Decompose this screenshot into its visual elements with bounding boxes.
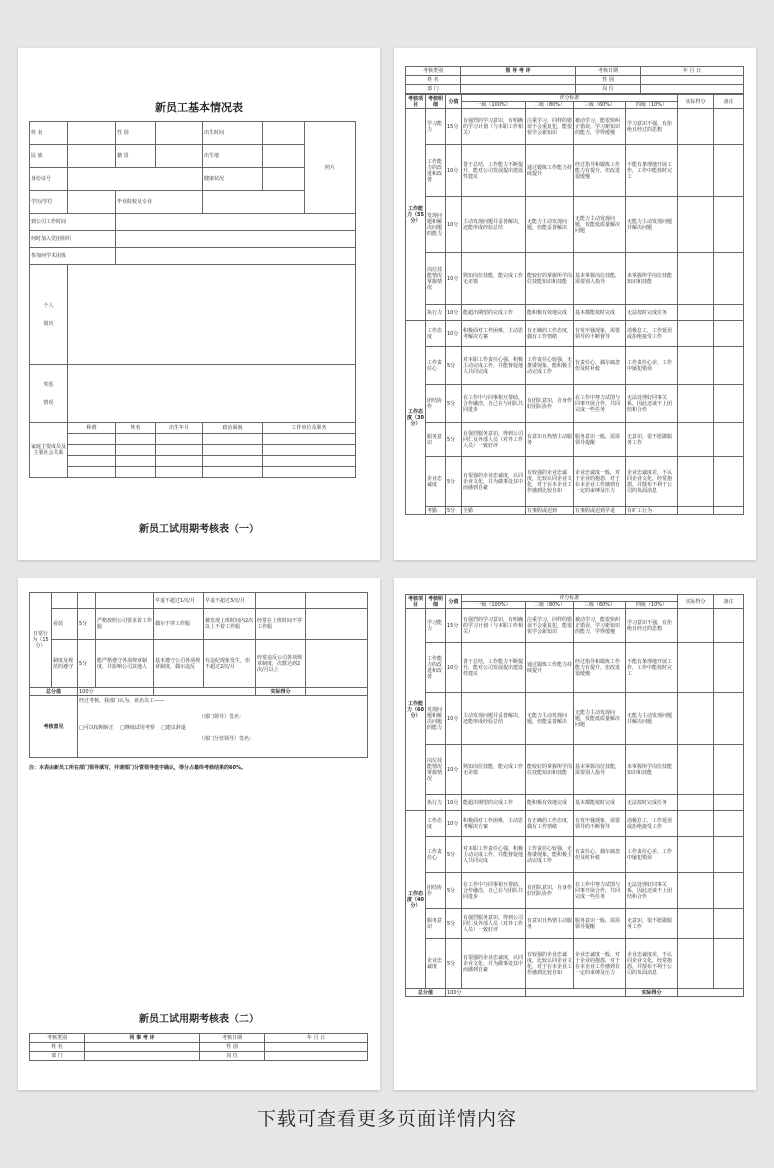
label-school: 毕业院校及专业	[116, 191, 203, 214]
col-standard: 评分标准	[462, 95, 678, 102]
col-item: 考核项目	[406, 595, 426, 609]
col-level: 二级（80%）	[526, 602, 574, 609]
col-standard: 评分标准	[462, 595, 678, 602]
col-remark: 备注	[714, 95, 744, 109]
table-row: 企业忠诚度 5分 有很强的企业忠诚度，认同企业文化，并为做事处其中而感到自豪 有较强的企业忠诚度，比较认同企业文化，对于在本企业工作感到比较自如 企业忠诚度一般，对于企业的抱怨，对于在本企业工作感到有一定的束缚及压力 企业忠诚度差，不认同企业文化，经常抱怨，并散布不利于公司的负面消息	[406, 939, 744, 989]
label-name: 姓 名	[30, 122, 68, 145]
opinion-box: 经过考核，我部门认为，该名员工—— （部门领导）签名： □可以按期转正 □继续试用考察 □建议辞退 （部门分管领导）签名：	[78, 696, 368, 758]
table-row: 工作能力的改进和改善 10分 善于总结，工作能力不断提升，能对公司发展提出建设性建议 通过锻炼工作能力持续提升 经过指导和锻炼工作能力有提升，但改进很缓慢 不能有条理地开展工作，工作中能按时完工	[406, 145, 744, 197]
review-score-table	[405, 94, 744, 515]
table-row: 执行力 10分 能超出期望的完成工作 能积极有效地完成 基本都能按时完成 无法按时完成任务	[406, 795, 744, 811]
review-header-table: 考核类别 领 导 考 评 考核日期 年 月 日 姓 名 性 别 部 门 岗 位	[405, 66, 744, 94]
col-level: 一级（100%）	[462, 102, 526, 109]
label-party: 何时加入党团组织	[30, 231, 116, 248]
col-level: 二级（80%）	[526, 102, 574, 109]
section-label: 工作态度（30分）	[406, 321, 426, 515]
col-level: 三级（60%）	[574, 602, 626, 609]
table-row: 岗位技能情况掌握情况 10分 熟知岗位技能，能完成工作无差错 能较好的掌握所学岗位技能知识和技能 基本掌握岗位技能，需要别人指导 未掌握所学岗位技能知识和技能	[406, 745, 744, 795]
table-row: 工作责任心 5分 对本职工作责任心强，积极主动完成工作，并能督促他人共同完成 工作责任心较强，无推诿现象，能积极主动完成工作 有责任心，偶尔疏忽但及时补救 工作责任心差，工作中屡犯错误	[406, 347, 744, 385]
label-birth: 出生时间	[203, 122, 263, 145]
section-label: 工作态度（40分）	[406, 811, 426, 989]
basic-info-table: 姓 名 性 别 出生时间 照片 民 族 籍 贯 出生地 身份证号 健康状况 学历/学位 毕业院校及专业 到公司工作时间 何时加入党团组织 参加何学术团体 个人 简历 奖惩 情况 家庭主要成员及主要社会关系 称谓 姓名 出生年月 政治面貌 工作单位及职务	[29, 121, 356, 478]
label-health: 健康状况	[203, 168, 263, 191]
table-row: 工作责任心 5分 对本职工作责任心强，积极主动完成工作，并能督促他人共同完成 工作责任心较强，无推诿现象，能积极主动完成工作 有责任心，偶尔疏忽但及时补救 工作责任心差，工作中屡犯错误	[406, 837, 744, 873]
col-detail: 考核明细	[426, 95, 446, 109]
label-id: 身份证号	[30, 168, 68, 191]
label-education: 学历/学位	[30, 191, 68, 214]
table-row: 服务意识 5分 有强烈服务意识，得到公司同仁及外部人员（对外工作人员）一致好评 有意识且热情主动服务 服务意识一般，需需领导提醒 无意识，很不愿做服务工作	[406, 909, 744, 939]
col-actual: 实际得分	[678, 595, 714, 609]
next-title-2: 新员工试用期考核表（二）	[139, 1014, 259, 1025]
label-family: 家庭主要成员及主要社会关系	[30, 423, 68, 478]
opinion-label: 考核意见	[30, 696, 78, 758]
label-academic: 参加何学术团体	[30, 248, 116, 265]
label-origin: 籍 贯	[116, 145, 156, 168]
col-level: 四级（10%）	[626, 602, 678, 609]
col-remark: 备注	[714, 595, 744, 609]
page-leader-review	[394, 48, 756, 560]
download-more-text[interactable]: 下载可查看更多页面详情内容	[256, 1108, 517, 1130]
note: 注：本表由新员工所在部门领导填写，并请部门分管领导签字确认，得分占最终考核结果的60%。	[29, 765, 246, 771]
section-label: 工作能力（55分）	[406, 109, 426, 321]
col-actual: 实际得分	[678, 95, 714, 109]
daily-behavior-label: 日常行为（15分）	[30, 593, 52, 688]
page-review-part2	[18, 578, 380, 1090]
table-row: 考勤 5分 全勤 有事假或迟到 有事假或迟到早退 有旷工行为	[406, 507, 744, 515]
table-row: 团结协作 5分 在工作中与同事相互帮助，合作融洽，自己在与团队共同进步 有团队意识，自身作好团队协作 在工作中努力试图与同事开展合作，共同完成一些任务 无法处理好同事关系，因此还谈不上团结和合作	[406, 873, 744, 909]
table-row: 工作态度（40分） 工作态度 10分 积极面对工作困难，主动思考解决方案 有正确的工作态度，偶有工作情绪 有发牢骚现象，需要领导的不断督导 消极怠工，工作延误或拒绝接受工作	[406, 811, 744, 837]
table-row: 工作能力（60分） 学习能力 15分 有强烈的学习意识，有明确的学习计划（与本职工作相关） 注重学习，同样的错误不会重复犯，能很快学会新知识 被动学习，能很快纠正错误，学习新知识的能力，学得缓慢 学习意识不强，有拒绝且经过的思想	[406, 609, 744, 643]
peer-score-table: 考核项目 考核明细 分值 评分标准 实际得分 备注 一级（100%） 二级（80%） 三级（60%） 四级（10%） 工作能力（60分） 学习能力 15分 有强烈的学习意识，有明确的学习计划（与本职工作相关） 注重学习，同样的错误不会重复犯，能很快学会新知识 被动学习，能很快纠正错误，学习新知识的能力，学得缓慢 学习意识不强，有拒绝且经过的思想 工作能力的改进和改善 10分 善于总结，工作能力不断提升，能对公司发展提出建设性建议 通过锻炼工作能力持续提升 经过指导和锻炼工作能力有提升，但改进很缓慢 不能有条理地开展工作，工作中能按时完工 发现问题和解决问题的能力 10分 主动发现问题并妥善解决，还能形成经验总结 无能力主动发现问题，但能妥善解决 无能力主动发现问题，仅能低质量解决问题 无能力主动发现问题并解决问题 岗位技能情况掌握情况 10分 熟知岗位技能，能完成工作无差错 能较好的掌握所学岗位技能知识和技能 基本掌握岗位技能，需要别人指导 未掌握所学岗位技能知识和技能 执行力 10分 能超出期望的完成工作 能积极有效地完成 基本都能按时完成 无法按时完成任务 工作态度（40分） 工作态度 10分 积极面对工作困难，主动思考解决方案 有正确的工作态度，偶有工作情绪 有发牢骚现象，需要领导的不断督导 消极怠工，工作延误或拒绝接受工作 工作责任心 5分 对本职工作责任心强，积极主动完成工作，并能督促他人共同完成 工作责任心较强，无推诿现象，能积极主动完成工作 有责任心，偶尔疏忽但及时补救 工作责任心差，工作中屡犯错误 团结协作 5分 在工作中与同事相互帮助，合作融洽，自己在与团队共同进步 有团队意识，自身作好团队协作 在工作中努力试图与同事开展合作，共同完成一些任务 无法处理好同事关系，因此还谈不上团结和合作 服务意识 5分 有强烈服务意识，得到公司同仁及外部人员（对外工作人员）一致好评 有意识且热情主动服务 服务意识一般，需需领导提醒 无意识，很不愿做服务工作 企业忠诚度 5分 有很强的企业忠诚度，认同企业文化，并为做事处其中而感到自豪 有较强的企业忠诚度，比较认同企业文化，对于在本企业工作感到比较自如 企业忠诚度一般，对于企业的抱怨，对于在本企业工作感到有一定的束缚及压力 企业忠诚度差，不认同企业文化，经常抱怨，并散布不利于公司的负面消息 总分值 100分 实际得分	[405, 594, 744, 997]
review-type: 领 导 考 评	[461, 67, 576, 76]
table-row: 岗位技能情况掌握情况 10分 熟知岗位技能，能完成工作无差错 能较好的掌握所学岗位技能知识和技能 基本掌握岗位技能，需要别人指导 未掌握所学岗位技能知识和技能	[406, 253, 744, 305]
table-row: 工作态度（30分） 工作态度 10分 积极面对工作困难，主动思考解决方案 有正确的工作态度，偶有工作情绪 有发牢骚现象，需要领导的不断督导 消极怠工，工作延误或拒绝接受工作	[406, 321, 744, 347]
label-reward: 奖惩 情况	[30, 365, 68, 423]
page-peer-review	[394, 578, 756, 1090]
section-label: 工作能力（60分）	[406, 609, 426, 811]
table-row: 工作能力的改进和改善 10分 善于总结，工作能力不断提升，能对公司发展提出建设性建议 通过锻炼工作能力持续提升 经过指导和锻炼工作能力有提升，但改进很缓慢 不能有条理地开展工作，工作中能按时完工	[406, 643, 744, 693]
table-row: 团结协作 5分 在工作中与同事相互帮助，合作融洽，自己在与团队共同进步 有团队意识，自身作好团队协作 在工作中努力试图与同事开展合作，共同完成一些任务 无法处理好同事关系，因此还谈不上团结和合作	[406, 385, 744, 423]
table-row: 服务意识 5分 有强烈服务意识，得到公司同仁及外部人员（对外工作人员）一致好评 有意识且热情主动服务 服务意识一般，需需领导提醒 无意识，很不愿做服务工作	[406, 423, 744, 457]
col-score: 分值	[446, 595, 462, 609]
daily-behavior-table: 日常行为（15分） 早退不超过1次/月 早退不超过3次/月 看装 5分 严格按照公司要求着工作服 偶尔不穿工作服 被发现上班时间内2次以上不着工作服 经常在上班时间不穿工作服 制度及规范的遵守 5分 能严格遵守各项规章制度，并影响公司其他人 基本遵守公司各项规章制度，偶尔违反 有违纪现象发生，但不超过2次/月 经常违反公司各项规章制度，次数达到2次/月以上 总分值 100分 实际得分 考核意见 经过考核，我部门认为，该名员工—— （部门领导）签名： □可以按期转正 □继续试用考察 □建议辞退 （部门分管领导）签名：	[29, 592, 368, 758]
table-row: 执行力 10分 能超出期望的完成工作 能积极有效地完成 基本都能按时完成 无法按时完成任务	[406, 305, 744, 321]
next-title: 新员工试用期考核表（一）	[139, 524, 259, 535]
col-level: 一级（100%）	[462, 602, 526, 609]
label-join-date: 到公司工作时间	[30, 214, 116, 231]
col-detail: 考核明细	[426, 595, 446, 609]
peer-review-type: 同 事 考 评	[85, 1034, 200, 1043]
col-level: 三级（60%）	[574, 102, 626, 109]
col-level: 四级（10%）	[626, 102, 678, 109]
table-row: 企业忠诚度 5分 有很强的企业忠诚度，认同企业文化，并为做事处其中而感到自豪 有较强的企业忠诚度，比较认同企业文化，对于在本企业工作感到比较自如 企业忠诚度一般，对于企业的抱怨，对于在本企业工作感到有一定的束缚及压力 企业忠诚度差，不认同企业文化，经常抱怨，并散布不利于公司的负面消息	[406, 457, 744, 507]
page-title: 新员工基本情况表	[155, 101, 243, 114]
option-confirm[interactable]: □可以按期转正	[79, 725, 114, 731]
col-item: 考核项目	[406, 95, 426, 109]
label-sex: 性 别	[116, 122, 156, 145]
option-dismiss[interactable]: □建议辞退	[161, 725, 186, 731]
label-nation: 民 族	[30, 145, 68, 168]
table-row: 发现问题和解决问题的能力 10分 主动发现问题并妥善解决，还能形成经验总结 无能力主动发现问题，但能妥善解决 无能力主动发现问题，仅能低质量解决问题 无能力主动发现问题并解决问题	[406, 197, 744, 253]
table-row: 发现问题和解决问题的能力 10分 主动发现问题并妥善解决，还能形成经验总结 无能力主动发现问题，但能妥善解决 无能力主动发现问题，仅能低质量解决问题 无能力主动发现问题并解决问题	[406, 693, 744, 745]
col-score: 分值	[446, 95, 462, 109]
photo-box: 照片	[305, 122, 356, 214]
page-employee-basic-info	[18, 48, 380, 560]
label-resume: 个人 简历	[30, 265, 68, 365]
peer-header-table: 考核类别 同 事 考 评 考核日期 年 月 日 姓 名 性 别 部 门 岗 位	[29, 1033, 368, 1061]
table-row: 工作能力（55分） 学习能力 15分 有强烈的学习意识，有明确的学习计划（与本职工作相关） 注重学习，同样的错误不会重复犯，能很快学会新知识 被动学习，能很快纠正错误，学习新知识的能力，学得缓慢 学习意识不强，有拒绝且经过的思想	[406, 109, 744, 145]
option-continue[interactable]: □继续试用考察	[120, 725, 155, 731]
label-birthplace: 出生地	[203, 145, 263, 168]
